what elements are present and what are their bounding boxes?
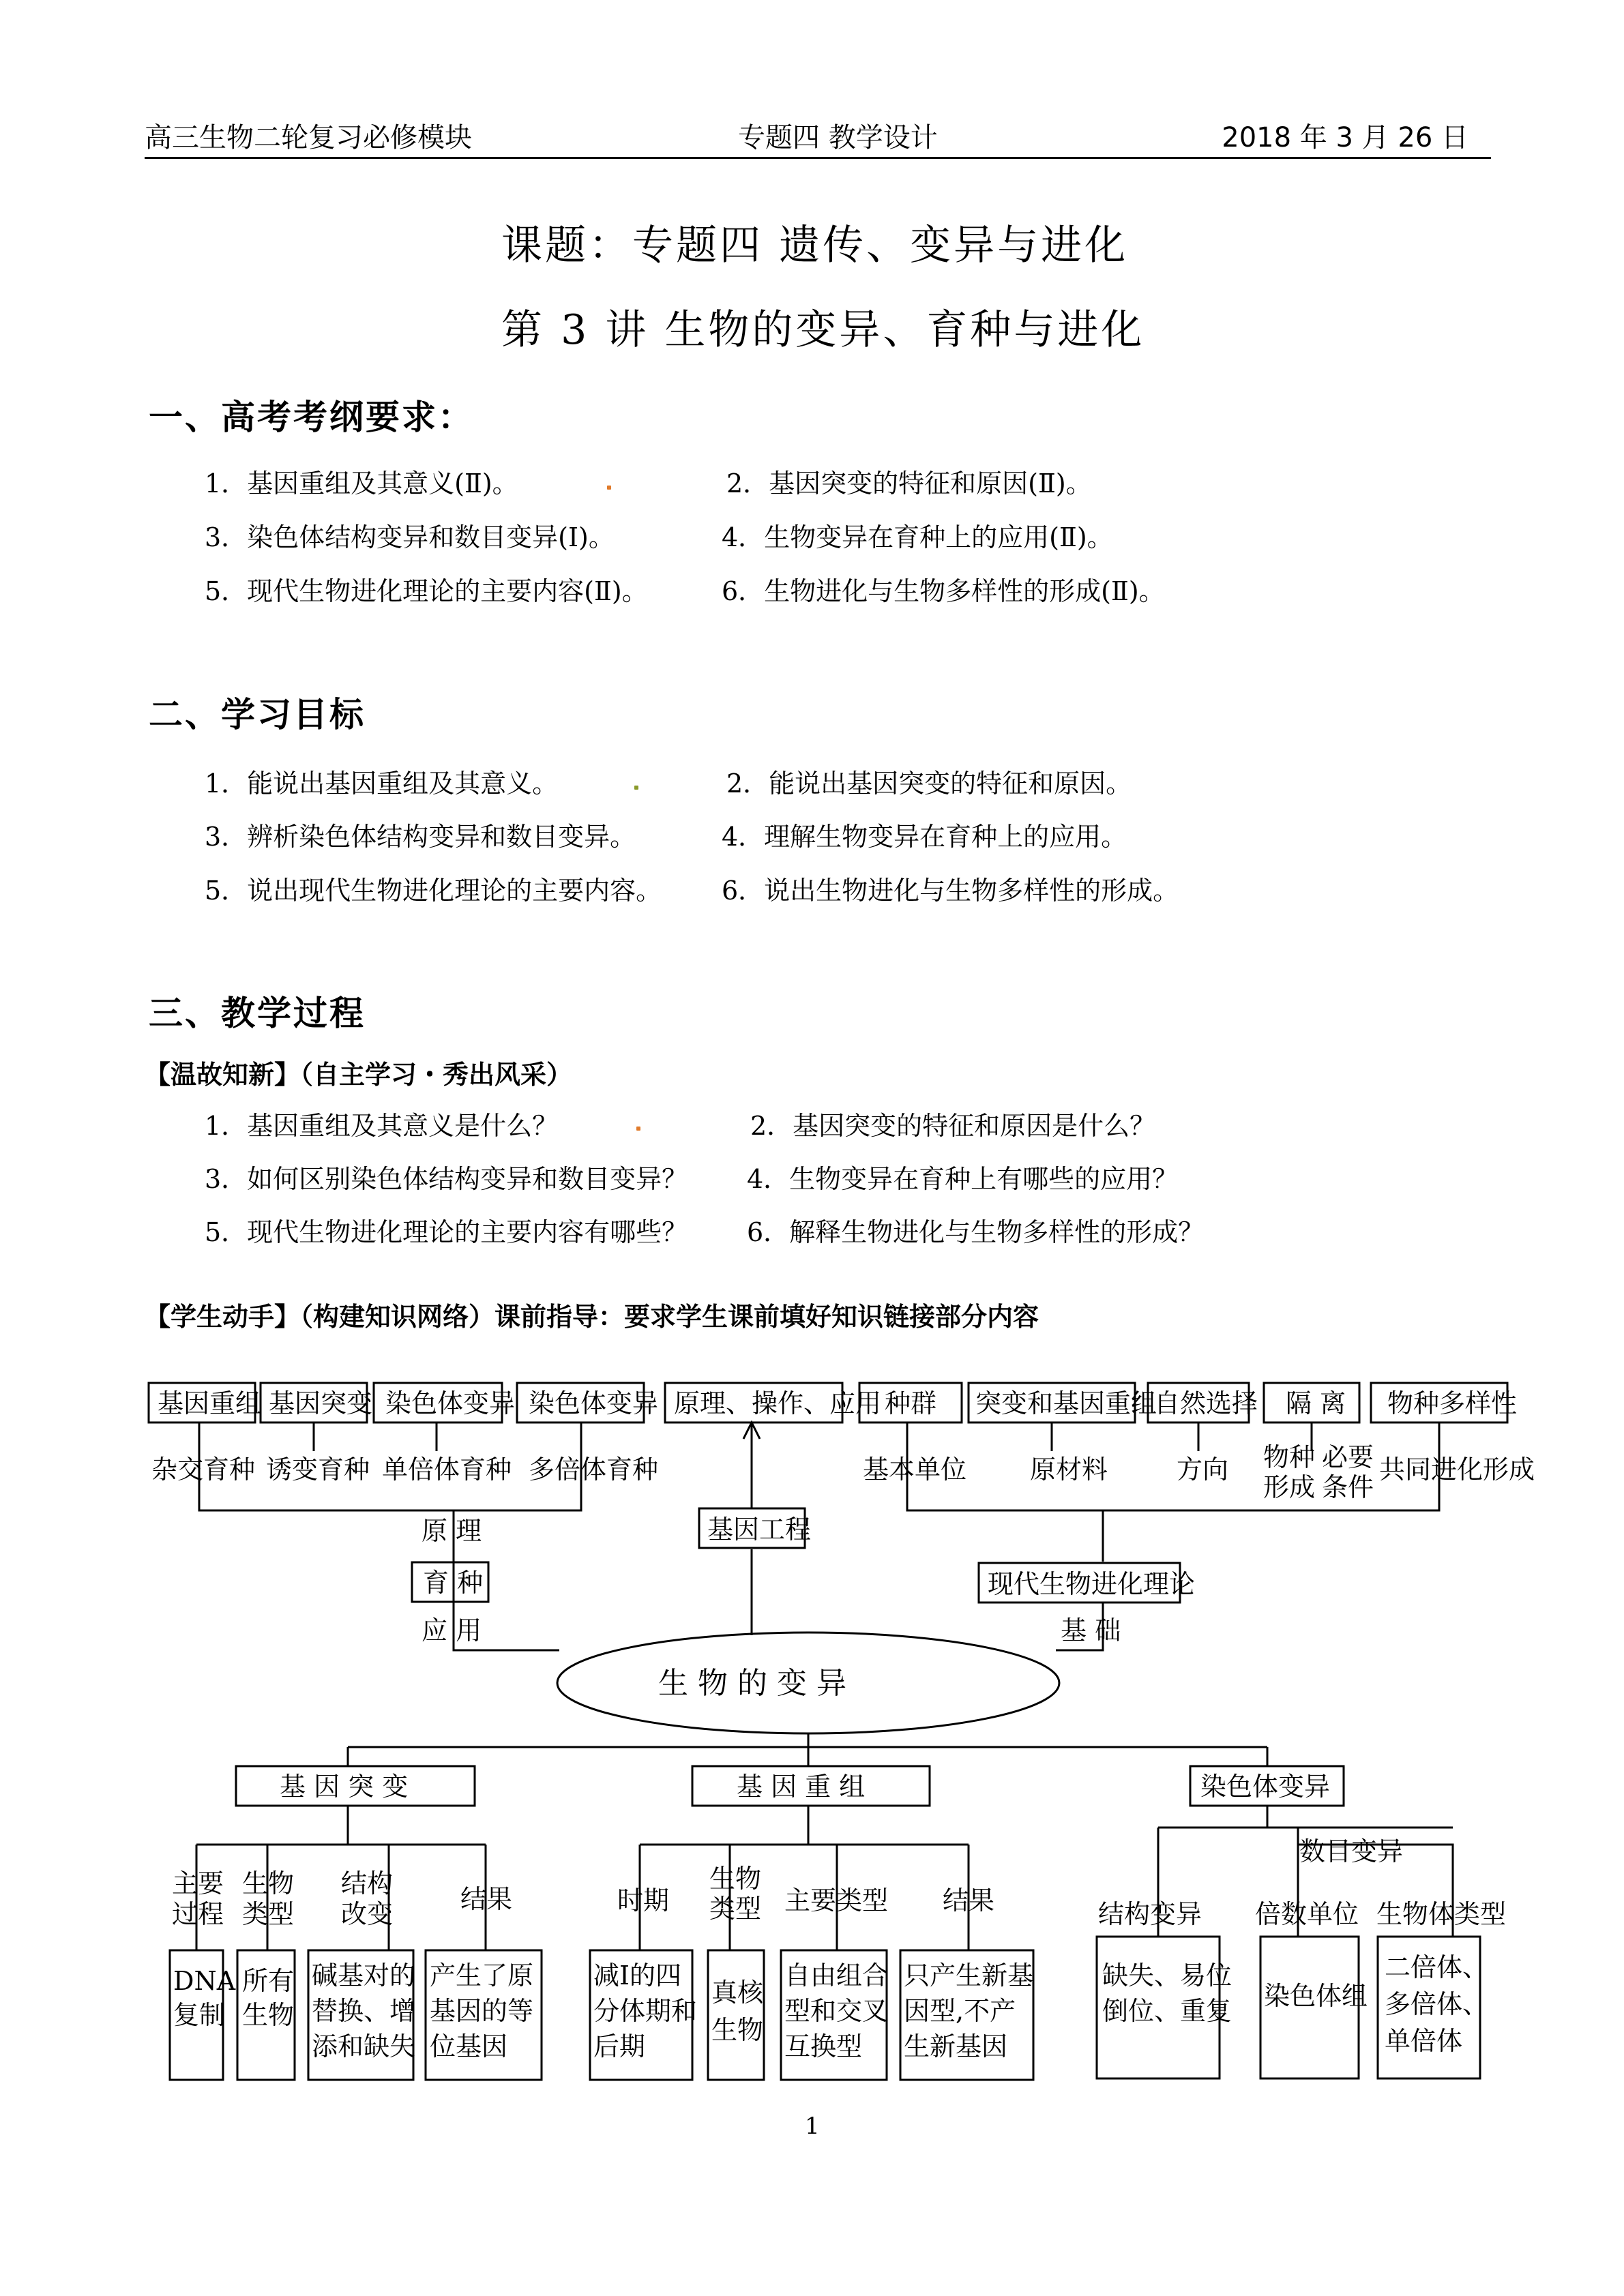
breeding-label: 杂交育种 (151, 1455, 256, 1485)
gm-label: 生物 (242, 1868, 295, 1898)
review-item: 3．如何区别染色体结构变异和数目变异？ (205, 1164, 688, 1194)
diagram-labels (151, 1388, 1535, 2061)
evolution-theory-label: 现代生物进化理论 (988, 1569, 1196, 1599)
application-label: 应 用 (422, 1615, 482, 1645)
gm-label: 结果 (460, 1884, 513, 1914)
gr-box-text: 生物 (711, 2015, 764, 2045)
cv-box-text: 多倍体、 (1385, 1989, 1489, 2019)
evolution-label: 方向 (1177, 1455, 1229, 1485)
header-center: 专题四 教学设计 (738, 122, 938, 153)
syllabus-item: 4．生物变异在育种上的应用(Ⅱ)。 (722, 522, 1113, 552)
genetic-engineering-label: 基因工程 (707, 1515, 812, 1545)
basis-label: 基 础 (1061, 1615, 1121, 1645)
gm-box-text: 基因的等 (430, 1996, 534, 2026)
objective-item: 5．说出现代生物进化理论的主要内容。 (205, 876, 662, 906)
section-2-heading: 二、学习目标 (149, 694, 366, 734)
syllabus-item: 3．染色体结构变异和数目变异(Ⅰ)。 (205, 522, 615, 552)
top-box-label: 自然选择 (1154, 1388, 1258, 1418)
breeding-label: 诱变育种 (266, 1455, 370, 1485)
breeding-label: 多倍体育种 (529, 1455, 659, 1485)
syllabus-item: 2．基因突变的特征和原因(Ⅱ)。 (726, 468, 1092, 498)
gr-box-text: 只产生新基 (904, 1960, 1034, 1991)
top-box-label: 突变和基因重组 (975, 1388, 1157, 1418)
practice-title: 【学生动手】（构建知识网络）课前指导：要求学生课前填好知识链接部分内容 (145, 1301, 1039, 1332)
evolution-label: 必要 (1322, 1442, 1374, 1472)
gr-box-text: 自由组合 (784, 1960, 889, 1991)
header-right: 2018 年 3 月 26 日 (1222, 122, 1468, 153)
cv-label: 结构变异 (1098, 1899, 1202, 1929)
page-number: 1 (805, 2113, 820, 2140)
evolution-label: 基本单位 (863, 1455, 967, 1485)
top-box-label: 染色体变异 (529, 1388, 659, 1418)
cv-box-text: 倒位、重复 (1102, 1996, 1232, 2026)
principle-label: 原 理 (422, 1516, 482, 1546)
gm-box-text: DNA (173, 1966, 236, 1996)
gm-box-text: 复制 (173, 2000, 226, 2030)
cv-label: 倍数单位 (1255, 1899, 1359, 1929)
gm-box-text: 生物 (242, 2000, 295, 2030)
syllabus-item: 5．现代生物进化理论的主要内容(Ⅱ)。 (205, 576, 648, 606)
branch-recombination: 基 因 重 组 (737, 1772, 866, 1802)
gm-box-text: 位基因 (430, 2031, 508, 2061)
objective-item: 1．能说出基因重组及其意义。 (205, 769, 559, 799)
center-label: 生 物 的 变 异 (658, 1666, 846, 1701)
gr-box-text: 型和交叉 (784, 1996, 889, 2026)
gm-label: 类型 (242, 1899, 295, 1929)
gm-label: 结构 (341, 1868, 394, 1898)
gm-box-text: 添和缺失 (312, 2031, 416, 2061)
evolution-label: 条件 (1322, 1472, 1374, 1502)
gm-label: 过程 (172, 1899, 224, 1929)
gr-box-text: 因型,不产 (904, 1996, 1016, 2026)
gm-box-text: 碱基对的 (312, 1960, 416, 1991)
cv-label: 生物体类型 (1376, 1899, 1507, 1929)
review-item: 2．基因突变的特征和原因是什么？ (750, 1111, 1156, 1141)
cv-box-text: 染色体组 (1264, 1981, 1368, 2011)
gr-label: 时期 (617, 1885, 670, 1915)
gr-label: 主要类型 (784, 1885, 889, 1915)
evolution-label: 形成 (1263, 1472, 1316, 1502)
evolution-label: 共同进化形成 (1379, 1455, 1535, 1485)
section-3-heading: 三、教学过程 (149, 993, 366, 1033)
branch-gene-mutation: 基 因 突 变 (280, 1772, 409, 1802)
branch-chromosome: 染色体变异 (1200, 1772, 1331, 1802)
top-box-label: 隔 离 (1286, 1388, 1346, 1418)
cv-number-label: 数目变异 (1299, 1836, 1404, 1866)
cv-box-text: 单倍体 (1385, 2026, 1463, 2056)
objective-item: 3．辨析染色体结构变异和数目变异。 (205, 822, 636, 852)
page-subtitle: 第 3 讲 生物的变异、育种与进化 (501, 306, 1145, 354)
objective-item: 4．理解生物变异在育种上的应用。 (722, 822, 1127, 852)
gr-label: 结果 (943, 1885, 995, 1915)
gm-label: 主要 (172, 1868, 224, 1898)
gr-label: 生物 (709, 1864, 762, 1894)
top-box-label: 基因重组 (158, 1388, 262, 1418)
review-title: 【温故知新】（自主学习・秀出风采） (145, 1059, 573, 1090)
gm-box-text: 所有 (242, 1966, 295, 1996)
gr-box-text: 生新基因 (904, 2031, 1008, 2061)
gm-label: 改变 (341, 1899, 394, 1929)
gr-box-text: 真核 (711, 1978, 764, 2008)
top-box-label: 种群 (885, 1388, 937, 1418)
header-left: 高三生物二轮复习必修模块 (145, 122, 472, 153)
gm-box-text: 替换、增 (312, 1996, 416, 2026)
review-item: 5．现代生物进化理论的主要内容有哪些？ (205, 1217, 688, 1247)
breeding-label: 单倍体育种 (382, 1455, 512, 1485)
objective-item: 2．能说出基因突变的特征和原因。 (726, 769, 1132, 799)
gr-box-text: 分体期和 (593, 1996, 698, 2026)
cv-box-text: 缺失、易位 (1102, 1960, 1232, 1991)
gr-box-text: 后期 (593, 2031, 646, 2061)
review-item: 1．基因重组及其意义是什么？ (205, 1111, 559, 1141)
page-title: 课题：专题四 遗传、变异与进化 (501, 222, 1129, 269)
gr-box-text: 互换型 (784, 2031, 863, 2061)
review-item: 4．生物变异在育种上有哪些的应用？ (747, 1164, 1179, 1194)
gr-label: 类型 (709, 1894, 762, 1924)
top-box-label: 染色体变异 (385, 1388, 516, 1418)
top-box-label: 原理、操作、应用 (674, 1388, 882, 1418)
gr-box-text: 减Ⅰ的四 (593, 1960, 682, 1991)
evolution-label: 物种 (1263, 1442, 1316, 1472)
syllabus-item: 6．生物进化与生物多样性的形成(Ⅱ)。 (722, 576, 1165, 606)
review-item: 6．解释生物进化与生物多样性的形成？ (747, 1217, 1205, 1247)
section-1-heading: 一、高考考纲要求： (149, 397, 474, 437)
evolution-label: 原材料 (1030, 1455, 1108, 1485)
gm-box-text: 产生了原 (430, 1960, 534, 1991)
top-box-label: 物种多样性 (1387, 1388, 1518, 1418)
breeding-box-label: 育 种 (423, 1568, 484, 1598)
cv-box-text: 二倍体、 (1385, 1952, 1489, 1982)
syllabus-item: 1．基因重组及其意义(Ⅱ)。 (205, 468, 518, 498)
top-box-label: 基因突变 (269, 1388, 373, 1418)
objective-item: 6．说出生物进化与生物多样性的形成。 (722, 876, 1179, 906)
